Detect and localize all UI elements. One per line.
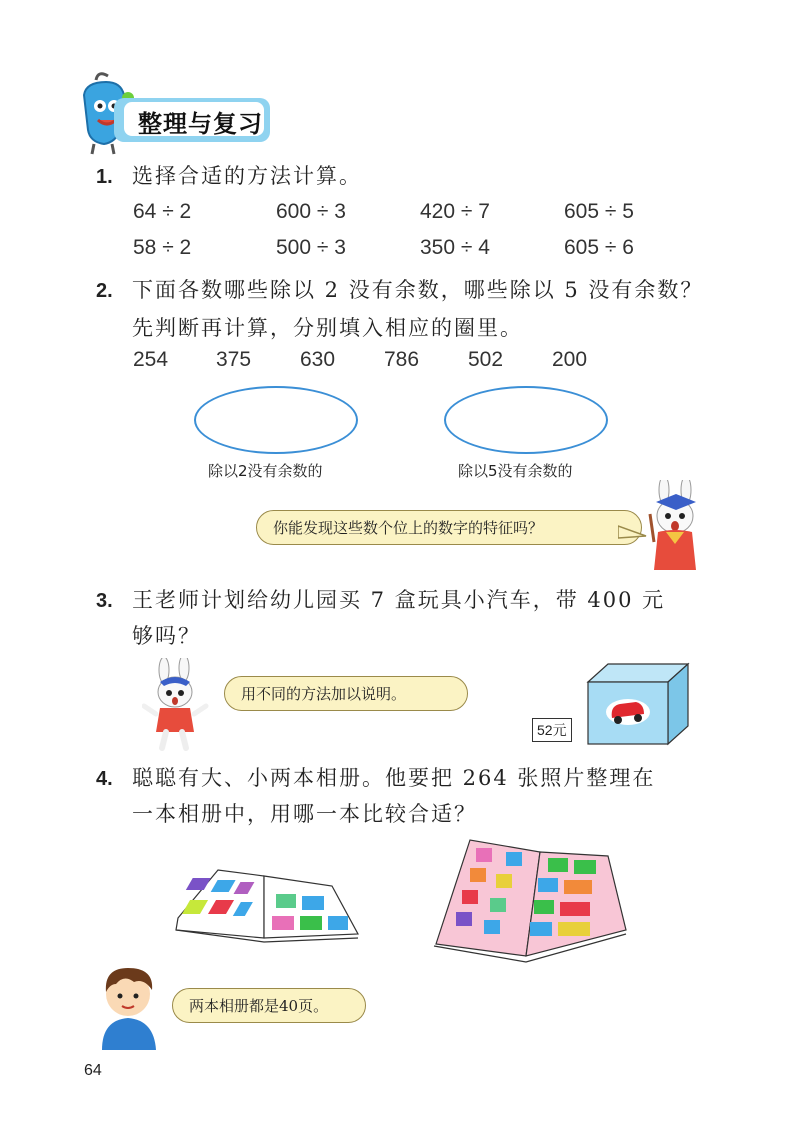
q3-line1: 王老师计划给幼儿园买 7 盒玩具小汽车，带 400 元: [132, 588, 666, 612]
q4-number: 4.: [96, 768, 113, 790]
answer-circle-div2[interactable]: [194, 386, 358, 454]
answer-circle-div5[interactable]: [444, 386, 608, 454]
q2-line1: 下面各数哪些除以 2 没有余数，哪些除以 5 没有余数？: [132, 278, 704, 302]
q2-number-1: 254: [133, 348, 169, 371]
q1-expr-5: 58 ÷ 2: [133, 236, 192, 259]
q1-expr-6: 500 ÷ 3: [276, 236, 346, 259]
q4-hint-text: 两本相册都是40页。: [189, 997, 329, 1015]
large-album-icon: [430, 834, 630, 964]
bunny-icon: [142, 658, 212, 753]
q3-hint-bubble: [224, 676, 468, 711]
q3-line2: 够吗？: [132, 624, 201, 648]
q1-number: 1.: [96, 166, 113, 188]
q3-number: 3.: [96, 590, 113, 612]
q1-expr-8: 605 ÷ 6: [564, 236, 634, 259]
page-number: 64: [84, 1062, 102, 1079]
q1-expr-3: 420 ÷ 7: [420, 200, 490, 223]
q3-hint-text: 用不同的方法加以说明。: [241, 685, 407, 703]
section-header: [76, 70, 276, 160]
bunny-teacher-icon: [640, 480, 710, 580]
q2-number-4: 786: [384, 348, 420, 371]
q2-number-5: 502: [468, 348, 504, 371]
circle-label-div5: 除以5没有余数的: [458, 462, 573, 480]
q4-line1: 聪聪有大、小两本相册。他要把 264 张照片整理在: [132, 766, 656, 790]
circle-label-div2: 除以2没有余数的: [208, 462, 323, 480]
q2-number-6: 200: [552, 348, 588, 371]
q2-hint-text: 你能发现这些数个位上的数字的特征吗？: [273, 519, 544, 537]
q2-number-3: 630: [300, 348, 336, 371]
q4-hint-bubble: [172, 988, 366, 1023]
q1-expr-1: 64 ÷ 2: [133, 200, 192, 223]
q4-line2: 一本相册中，用哪一本比较合适？: [132, 802, 477, 826]
q1-expr-7: 350 ÷ 4: [420, 236, 490, 259]
q1-expr-2: 600 ÷ 3: [276, 200, 346, 223]
price-tag: 52元: [532, 718, 572, 742]
q2-line2: 先判断再计算，分别填入相应的圈里。: [132, 316, 523, 340]
q1-expr-4: 605 ÷ 5: [564, 200, 634, 223]
toy-car-box-icon: [584, 660, 694, 750]
boy-icon: [96, 960, 166, 1050]
q2-number: 2.: [96, 280, 113, 302]
small-album-icon: [172, 862, 362, 952]
q2-number-2: 375: [216, 348, 252, 371]
section-title: 整理与复习: [138, 110, 263, 138]
q2-hint-bubble: [256, 510, 642, 545]
q1-text: 选择合适的方法计算。: [132, 164, 362, 188]
